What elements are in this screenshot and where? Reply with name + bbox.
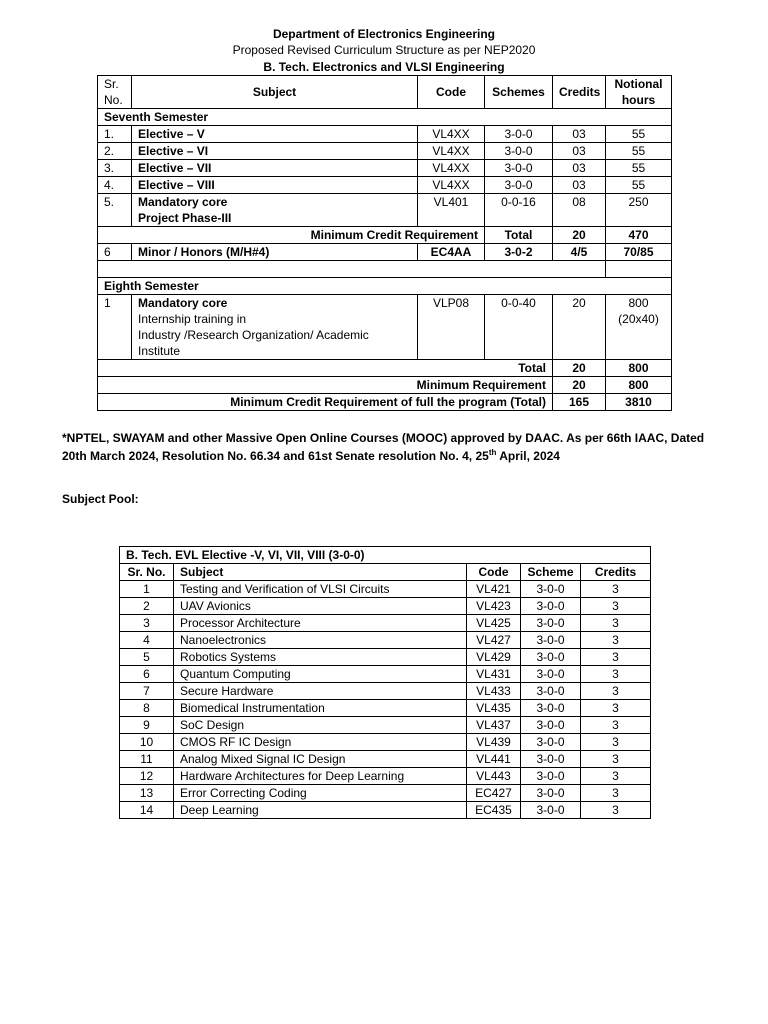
- row-credits: 3: [581, 649, 651, 666]
- spacer-cell: [98, 261, 606, 278]
- table-row: [120, 581, 651, 598]
- row-credits: 20: [553, 295, 606, 360]
- row-sr: 14: [120, 802, 174, 819]
- row-subject: Deep Learning: [174, 802, 467, 819]
- elective-pool-header-row: [120, 564, 651, 581]
- row-subject: Nanoelectronics: [174, 632, 467, 649]
- row-code: VL443: [467, 768, 521, 785]
- col-credits: Credits: [581, 564, 651, 581]
- elective-pool-title: B. Tech. EVL Elective -V, VI, VII, VIII (3-0-0): [120, 547, 651, 564]
- col-code: Code: [467, 564, 521, 581]
- table-row: [98, 177, 672, 194]
- row-sr: 3: [120, 615, 174, 632]
- row-subject: Error Correcting Coding: [174, 785, 467, 802]
- spacer-cell: [606, 261, 672, 278]
- row-code: VL439: [467, 734, 521, 751]
- table-row: [120, 700, 651, 717]
- eighth-semester-row: [98, 278, 672, 295]
- row-hours: 250: [606, 194, 672, 227]
- min-credit-label: Minimum Credit Requirement: [98, 227, 485, 244]
- seventh-semester-title: Seventh Semester: [98, 109, 672, 126]
- row-credits: 03: [553, 143, 606, 160]
- minor-honors-row: [98, 244, 672, 261]
- row-credits: 3: [581, 598, 651, 615]
- row-sr: 5.: [98, 194, 132, 227]
- total-hours: 800: [606, 360, 672, 377]
- row-scheme: 0-0-40: [485, 295, 553, 360]
- row-code: VL429: [467, 649, 521, 666]
- min-requirement-hours: 800: [606, 377, 672, 394]
- table-row: [120, 768, 651, 785]
- row-subject: Robotics Systems: [174, 649, 467, 666]
- row-credits: 3: [581, 700, 651, 717]
- table-row: [98, 194, 672, 227]
- row-scheme: 3-0-0: [521, 734, 581, 751]
- row-scheme: 3-0-0: [521, 785, 581, 802]
- row-scheme: 3-0-0: [485, 177, 553, 194]
- row-subject: Analog Mixed Signal IC Design: [174, 751, 467, 768]
- row-code: EC4AA: [418, 244, 485, 261]
- table-row: [120, 785, 651, 802]
- row-subject: Biomedical Instrumentation: [174, 700, 467, 717]
- row-hours: 55: [606, 143, 672, 160]
- row-scheme: 3-0-0: [521, 615, 581, 632]
- row-sr: 1.: [98, 126, 132, 143]
- row-scheme: 3-0-0: [521, 632, 581, 649]
- row-sr: 1: [98, 295, 132, 360]
- row-hours: 55: [606, 177, 672, 194]
- col-credits: Credits: [553, 76, 606, 109]
- row-sr: 2.: [98, 143, 132, 160]
- row-sr: 10: [120, 734, 174, 751]
- table-row: [120, 734, 651, 751]
- row-code: VL4XX: [418, 177, 485, 194]
- program-total-row: [98, 394, 672, 411]
- program-total-hours: 3810: [606, 394, 672, 411]
- row-scheme: 3-0-0: [521, 802, 581, 819]
- total-row: [98, 360, 672, 377]
- row-sr: 4.: [98, 177, 132, 194]
- row-credits: 3: [581, 717, 651, 734]
- col-code: Code: [418, 76, 485, 109]
- row-scheme: 3-0-0: [485, 160, 553, 177]
- table-row: [98, 160, 672, 177]
- row-sr: 9: [120, 717, 174, 734]
- elective-pool-title-row: [120, 547, 651, 564]
- eighth-semester-title: Eighth Semester: [98, 278, 672, 295]
- table-row: [120, 598, 651, 615]
- row-scheme: 3-0-0: [521, 598, 581, 615]
- row-scheme: 3-0-2: [485, 244, 553, 261]
- total-credits: 20: [553, 360, 606, 377]
- row-credits: 3: [581, 768, 651, 785]
- row-subject: UAV Avionics: [174, 598, 467, 615]
- table-row: [98, 295, 672, 360]
- row-subject: Secure Hardware: [174, 683, 467, 700]
- row-subject: Hardware Architectures for Deep Learning: [174, 768, 467, 785]
- row-scheme: 3-0-0: [485, 143, 553, 160]
- table-row: [120, 615, 651, 632]
- row-scheme: 3-0-0: [521, 717, 581, 734]
- row-sr: 11: [120, 751, 174, 768]
- row-credits: 3: [581, 683, 651, 700]
- col-notional-hours: Notional hours: [606, 76, 672, 109]
- curriculum-header-row: [98, 76, 672, 109]
- table-row: [120, 649, 651, 666]
- row-hours: 55: [606, 126, 672, 143]
- min-requirement-credits: 20: [553, 377, 606, 394]
- row-code: VL435: [467, 700, 521, 717]
- row-credits: 4/5: [553, 244, 606, 261]
- row-code: VL421: [467, 581, 521, 598]
- row-scheme: 3-0-0: [521, 751, 581, 768]
- col-schemes: Schemes: [485, 76, 553, 109]
- row-subject: Mandatory core Project Phase-III: [132, 194, 418, 227]
- row-credits: 03: [553, 177, 606, 194]
- col-sr: Sr. No.: [98, 76, 132, 109]
- spacer-row: [98, 261, 672, 278]
- row-scheme: 0-0-16: [485, 194, 553, 227]
- row-scheme: 3-0-0: [521, 649, 581, 666]
- row-subject: Elective – VI: [132, 143, 418, 160]
- total-label: Total: [98, 360, 553, 377]
- col-sr: Sr. No.: [120, 564, 174, 581]
- col-subject: Subject: [174, 564, 467, 581]
- row-code: VL401: [418, 194, 485, 227]
- row-subject: Elective – VIII: [132, 177, 418, 194]
- row-code: VL437: [467, 717, 521, 734]
- row-subject: CMOS RF IC Design: [174, 734, 467, 751]
- row-subject: Minor / Honors (M/H#4): [132, 244, 418, 261]
- min-credit-row: [98, 227, 672, 244]
- row-code: VL4XX: [418, 160, 485, 177]
- row-credits: 3: [581, 666, 651, 683]
- row-sr: 4: [120, 632, 174, 649]
- min-credit-hours: 470: [606, 227, 672, 244]
- row-sr: 6: [120, 666, 174, 683]
- row-sr: 13: [120, 785, 174, 802]
- row-code: VL4XX: [418, 126, 485, 143]
- row-scheme: 3-0-0: [521, 666, 581, 683]
- row-subject: Mandatory core Internship training in Industry /Research Organization/ Academic Institute: [132, 295, 418, 360]
- row-subject: Quantum Computing: [174, 666, 467, 683]
- seventh-semester-row: [98, 109, 672, 126]
- row-code: EC435: [467, 802, 521, 819]
- row-credits: 03: [553, 126, 606, 143]
- row-scheme: 3-0-0: [485, 126, 553, 143]
- row-sr: 12: [120, 768, 174, 785]
- row-subject: SoC Design: [174, 717, 467, 734]
- table-row: [120, 717, 651, 734]
- subject-pool-label: Subject Pool:: [62, 492, 139, 506]
- row-sr: 8: [120, 700, 174, 717]
- min-requirement-label: Minimum Requirement: [98, 377, 553, 394]
- table-row: [120, 751, 651, 768]
- table-row: [120, 683, 651, 700]
- row-scheme: 3-0-0: [521, 581, 581, 598]
- row-scheme: 3-0-0: [521, 700, 581, 717]
- row-credits: 3: [581, 802, 651, 819]
- row-credits: 3: [581, 785, 651, 802]
- elective-pool-table: [119, 546, 651, 819]
- curriculum-table: [97, 75, 672, 411]
- row-sr: 6: [98, 244, 132, 261]
- row-sr: 1: [120, 581, 174, 598]
- min-requirement-row: [98, 377, 672, 394]
- row-credits: 08: [553, 194, 606, 227]
- row-subject: Elective – VII: [132, 160, 418, 177]
- row-sr: 5: [120, 649, 174, 666]
- row-scheme: 3-0-0: [521, 683, 581, 700]
- table-row: [98, 143, 672, 160]
- min-credit-credits: 20: [553, 227, 606, 244]
- row-hours: 55: [606, 160, 672, 177]
- mooc-note: *NPTEL, SWAYAM and other Massive Open Online Courses (MOOC) approved by DAAC. As per 66th IAAC, Dated 20th March 2024, Resolution No. 66.34 and 61st Senate resolution No. 4, 25th April, 2024: [62, 431, 705, 463]
- row-code: VLP08: [418, 295, 485, 360]
- row-sr: 3.: [98, 160, 132, 177]
- row-credits: 03: [553, 160, 606, 177]
- row-subject: Elective – V: [132, 126, 418, 143]
- row-credits: 3: [581, 734, 651, 751]
- row-credits: 3: [581, 615, 651, 632]
- table-row: [98, 126, 672, 143]
- row-code: VL425: [467, 615, 521, 632]
- row-code: VL441: [467, 751, 521, 768]
- table-row: [120, 802, 651, 819]
- col-subject: Subject: [132, 76, 418, 109]
- row-code: VL431: [467, 666, 521, 683]
- program-total-credits: 165: [553, 394, 606, 411]
- row-subject: Processor Architecture: [174, 615, 467, 632]
- program-total-label: Minimum Credit Requirement of full the program (Total): [98, 394, 553, 411]
- row-code: VL423: [467, 598, 521, 615]
- row-subject: Testing and Verification of VLSI Circuits: [174, 581, 467, 598]
- row-credits: 3: [581, 632, 651, 649]
- row-code: VL433: [467, 683, 521, 700]
- row-code: VL4XX: [418, 143, 485, 160]
- row-credits: 3: [581, 751, 651, 768]
- row-code: VL427: [467, 632, 521, 649]
- row-credits: 3: [581, 581, 651, 598]
- curriculum-subtitle: Proposed Revised Curriculum Structure as per NEP2020: [232, 43, 536, 57]
- min-credit-total-label: Total: [485, 227, 553, 244]
- row-sr: 2: [120, 598, 174, 615]
- row-scheme: 3-0-0: [521, 768, 581, 785]
- program-title: B. Tech. Electronics and VLSI Engineering: [263, 60, 505, 74]
- row-hours: 800 (20x40): [606, 295, 672, 360]
- row-hours: 70/85: [606, 244, 672, 261]
- row-sr: 7: [120, 683, 174, 700]
- row-code: EC427: [467, 785, 521, 802]
- table-row: [120, 632, 651, 649]
- department-title: Department of Electronics Engineering: [272, 27, 496, 41]
- col-scheme: Scheme: [521, 564, 581, 581]
- table-row: [120, 666, 651, 683]
